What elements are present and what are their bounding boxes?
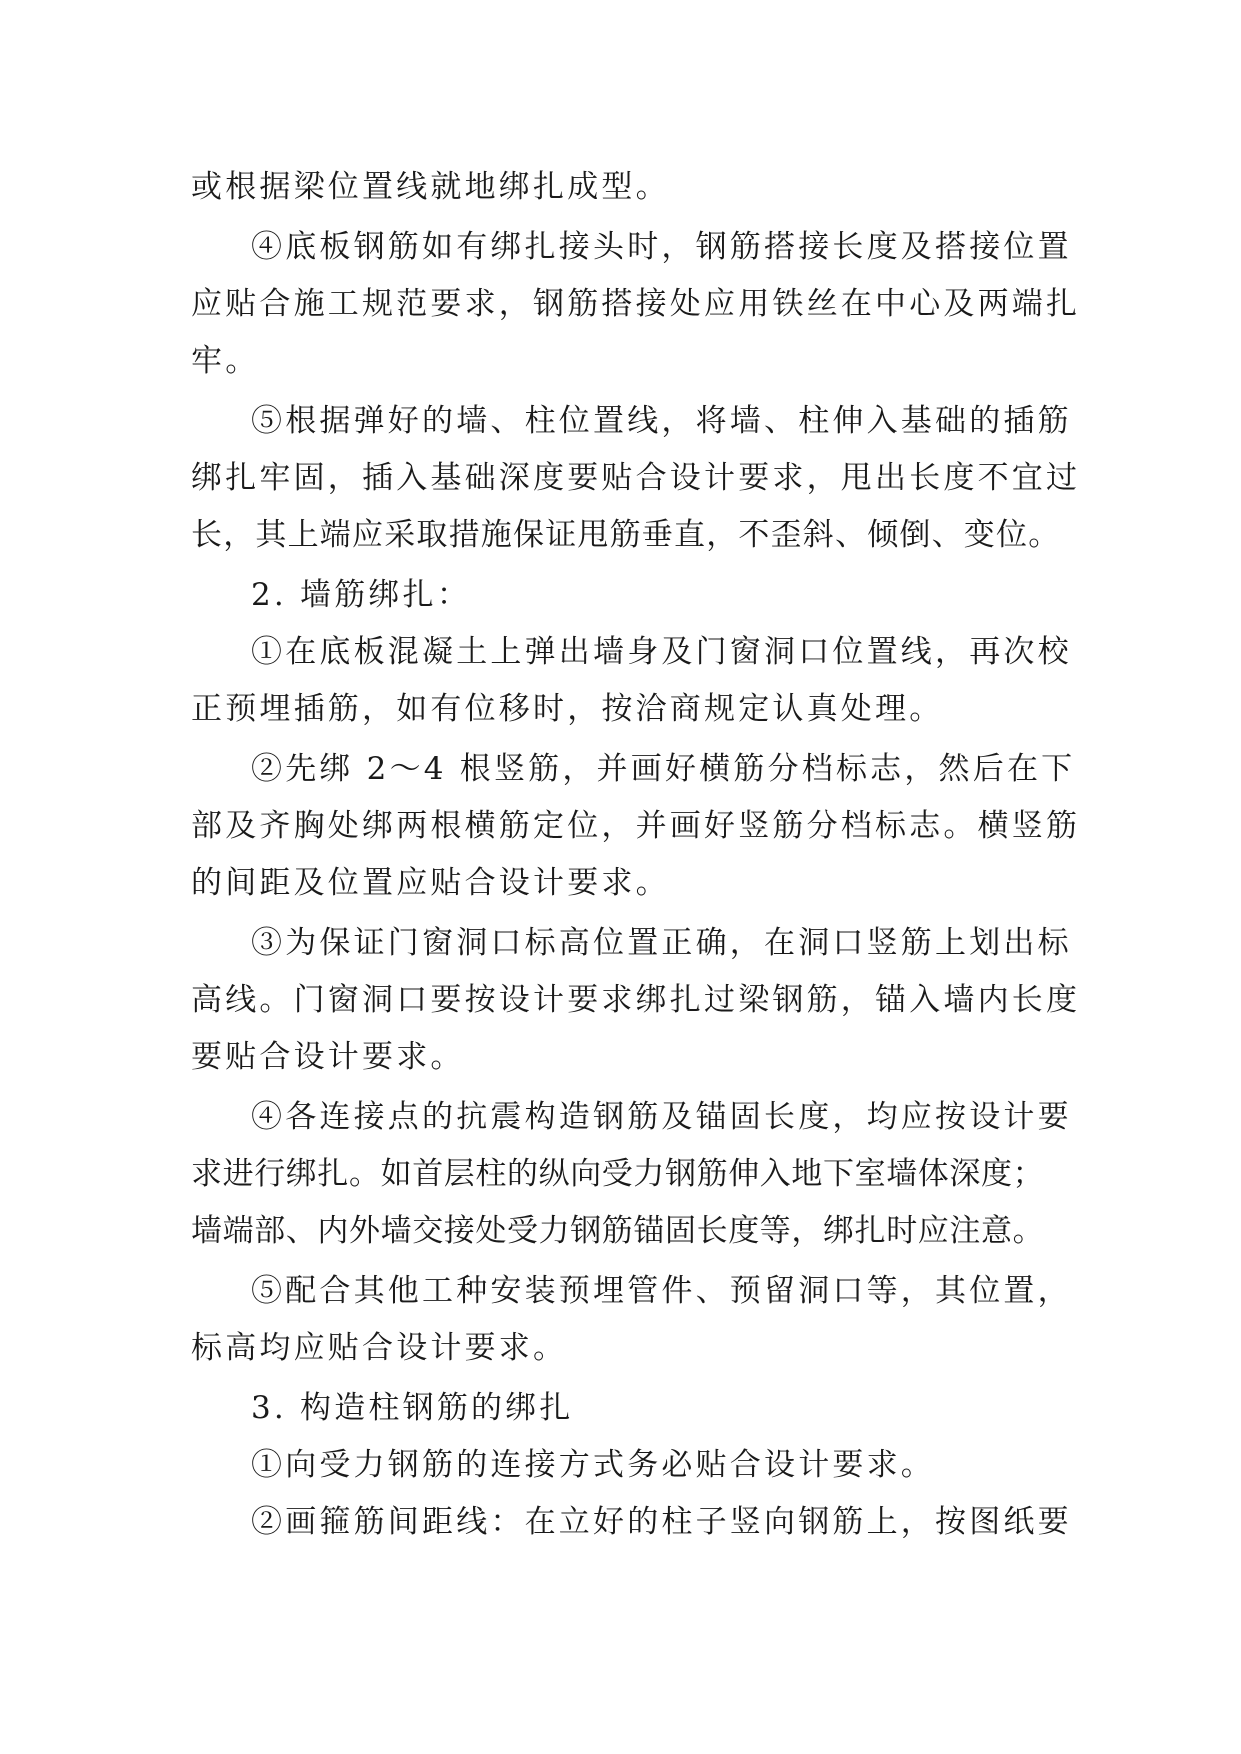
text-line: 的间距及位置应贴合设计要求。 <box>191 865 670 901</box>
text-line: 3. 构造柱钢筋的绑扎 <box>251 1390 574 1426</box>
text-line: ③为保证门窗洞口标高位置正确，在洞口竖筋上划出标 <box>251 925 1072 961</box>
text-line: 墙端部、内外墙交接处受力钢筋锚固长度等，绑扎时应注意。 <box>191 1213 1045 1249</box>
text-line: ②先绑 2～4 根竖筋，并画好横筋分档标志，然后在下 <box>251 751 1076 787</box>
text-line: ①向受力钢筋的连接方式务必贴合设计要求。 <box>251 1447 935 1483</box>
text-line: 长，其上端应采取措施保证甩筋垂直，不歪斜、倾倒、变位。 <box>191 517 1061 553</box>
text-line: ⑤根据弹好的墙、柱位置线，将墙、柱伸入基础的插筋 <box>251 403 1072 439</box>
text-line: 正预埋插筋，如有位移时，按洽商规定认真处理。 <box>191 691 944 727</box>
text-line: 应贴合施工规范要求，钢筋搭接处应用铁丝在中心及两端扎 <box>191 286 1081 322</box>
text-line: 标高均应贴合设计要求。 <box>191 1330 568 1366</box>
text-line: ①在底板混凝土上弹出墙身及门窗洞口位置线，再次校 <box>251 634 1072 670</box>
text-line: ④各连接点的抗震构造钢筋及锚固长度，均应按设计要 <box>251 1099 1072 1135</box>
text-line: 部及齐胸处绑两根横筋定位，并画好竖筋分档标志。横竖筋 <box>191 808 1081 844</box>
text-line: 高线。门窗洞口要按设计要求绑扎过梁钢筋，锚入墙内长度 <box>191 982 1081 1018</box>
text-line: 牢。 <box>191 343 260 379</box>
text-line: ②画箍筋间距线：在立好的柱子竖向钢筋上，按图纸要 <box>251 1504 1072 1540</box>
text-line: 求进行绑扎。如首层柱的纵向受力钢筋伸入地下室墙体深度； <box>191 1156 1045 1192</box>
text-line: 要贴合设计要求。 <box>191 1039 465 1075</box>
text-line: 绑扎牢固，插入基础深度要贴合设计要求，甩出长度不宜过 <box>191 460 1081 496</box>
text-line: 或根据梁位置线就地绑扎成型。 <box>191 169 670 205</box>
text-line: ④底板钢筋如有绑扎接头时，钢筋搭接长度及搭接位置 <box>251 229 1072 265</box>
text-line: 2. 墙筋绑扎： <box>251 577 472 613</box>
text-line: ⑤配合其他工种安装预埋管件、预留洞口等，其位置， <box>251 1273 1072 1309</box>
